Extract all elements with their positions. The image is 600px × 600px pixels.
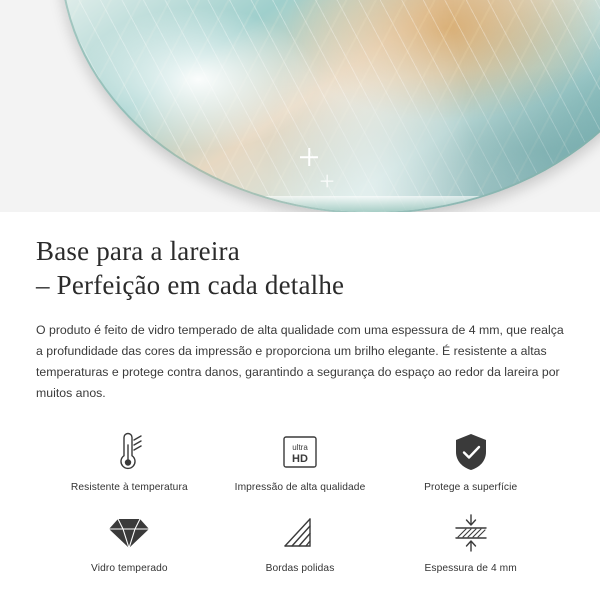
marble-wash <box>62 0 600 212</box>
feature-item-surface-protection <box>385 430 556 493</box>
page-title <box>36 234 564 302</box>
headline-line-2: – Perfeição em cada detalhe <box>36 270 345 300</box>
body-paragraph: O produto é feito de vidro temperado de alta qualidade com uma espessura de 4 mm, que realça a profundidade das cores da impressão e proporciona um brilho elegante. É resistente a altas temperaturas e protege contra danos, garantindo a segurança do espaço ao redor da lareira por muitos anos. <box>36 323 564 400</box>
feature-label: Impressão de alta qualidade <box>234 482 366 493</box>
feature-item-polished-edges <box>215 511 386 574</box>
headline-line-1: Base para a lareira <box>36 236 240 266</box>
svg-text:ultra: ultra <box>292 443 308 452</box>
feature-label: Vidro temperado <box>91 563 168 574</box>
glass-slab-product <box>60 0 600 212</box>
svg-text:HD: HD <box>292 453 308 465</box>
shield-check-icon <box>451 430 491 474</box>
polished-edges-icon <box>280 511 320 555</box>
feature-label: Protege a superfície <box>424 482 518 493</box>
diamond-icon <box>108 511 150 555</box>
feature-item-thickness <box>385 511 556 574</box>
feature-grid <box>36 430 564 574</box>
feature-item-temperature <box>44 430 215 493</box>
feature-label: Resistente à temperatura <box>70 482 188 493</box>
feature-label: Bordas polidas <box>265 563 335 574</box>
thermometer-icon <box>110 430 148 474</box>
ultra-hd-icon <box>280 430 320 474</box>
content-area <box>0 212 600 574</box>
feature-label: Espessura de 4 mm <box>424 563 517 574</box>
feature-item-print-quality <box>215 430 386 493</box>
feature-item-tempered-glass <box>44 511 215 574</box>
thickness-icon <box>448 511 494 555</box>
hero-image <box>0 0 600 212</box>
